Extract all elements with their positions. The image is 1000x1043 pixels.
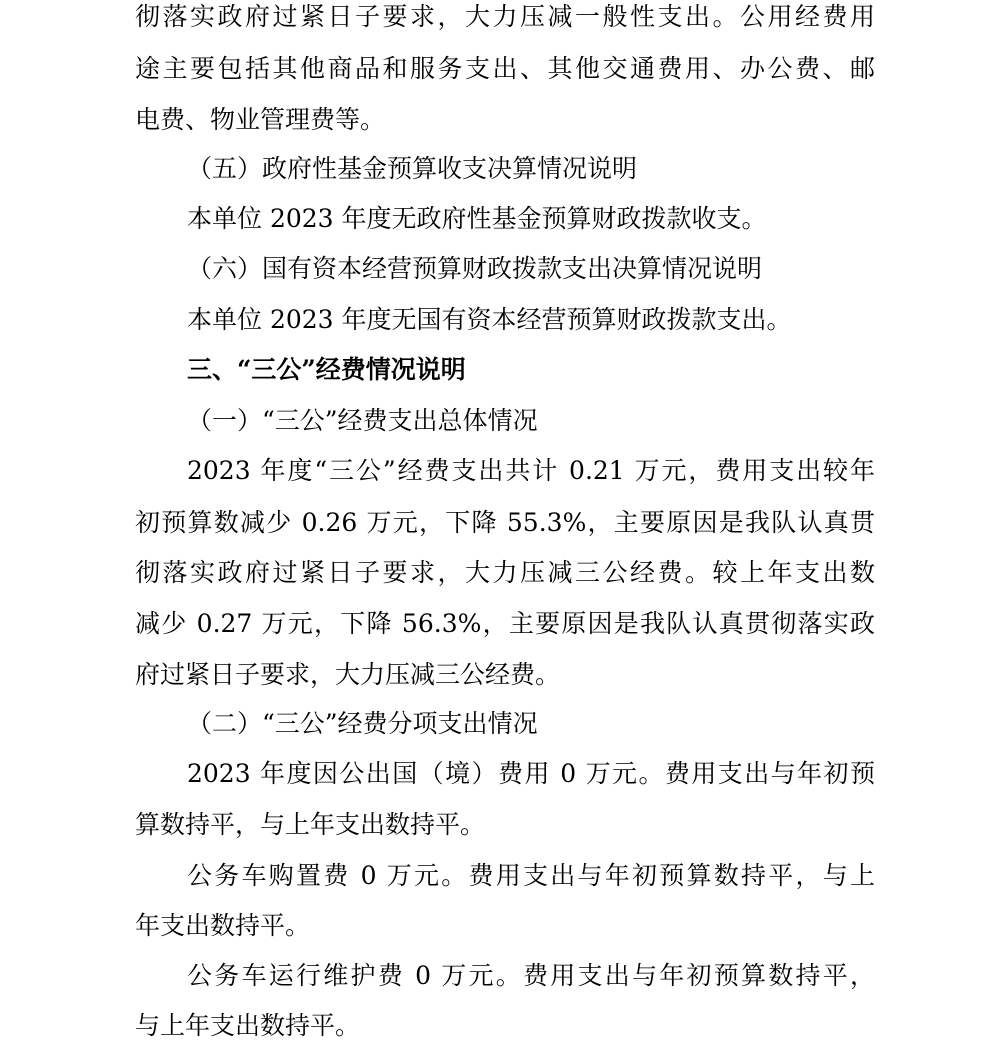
paragraph-line: 2023 年度因公出国（境）费用 0 万元。费用支出与年初预 — [187, 759, 875, 788]
paragraph-line: 途主要包括其他商品和服务支出、其他交通费用、办公费、邮 — [135, 54, 875, 83]
section-subheading: （五）政府性基金预算收支决算情况说明 — [187, 154, 638, 183]
paragraph-line: 算数持平，与上年支出数持平。 — [135, 810, 486, 839]
section-subheading: （一）“三公”经费支出总体情况 — [187, 406, 538, 435]
paragraph-line: 初预算数减少 0.26 万元，下降 55.3%，主要原因是我队认真贯 — [135, 508, 875, 537]
paragraph-line: 年支出数持平。 — [135, 911, 311, 940]
paragraph-line: 彻落实政府过紧日子要求，大力压减三公经费。较上年支出数 — [135, 558, 875, 587]
section-subheading: （二）“三公”经费分项支出情况 — [187, 709, 538, 738]
section-heading: 三、“三公”经费情况说明 — [187, 355, 466, 384]
paragraph-line: 2023 年度“三公”经费支出共计 0.21 万元，费用支出较年 — [187, 456, 875, 485]
section-subheading: （六）国有资本经营预算财政拨款支出决算情况说明 — [187, 254, 763, 283]
paragraph-line: 本单位 2023 年度无国有资本经营预算财政拨款支出。 — [187, 305, 792, 334]
paragraph-line: 府过紧日子要求，大力压减三公经费。 — [135, 660, 561, 689]
paragraph-line: 彻落实政府过紧日子要求，大力压减一般性支出。公用经费用 — [135, 2, 875, 31]
paragraph-line: 电费、物业管理费等。 — [135, 105, 386, 134]
paragraph-line: 公务车运行维护费 0 万元。费用支出与年初预算数持平， — [187, 961, 875, 990]
paragraph-line: 减少 0.27 万元，下降 56.3%，主要原因是我队认真贯彻落实政 — [135, 609, 875, 638]
paragraph-line: 公务车购置费 0 万元。费用支出与年初预算数持平，与上 — [187, 861, 875, 890]
paragraph-line: 与上年支出数持平。 — [135, 1011, 361, 1040]
paragraph-line: 本单位 2023 年度无政府性基金预算财政拨款收支。 — [187, 204, 767, 233]
